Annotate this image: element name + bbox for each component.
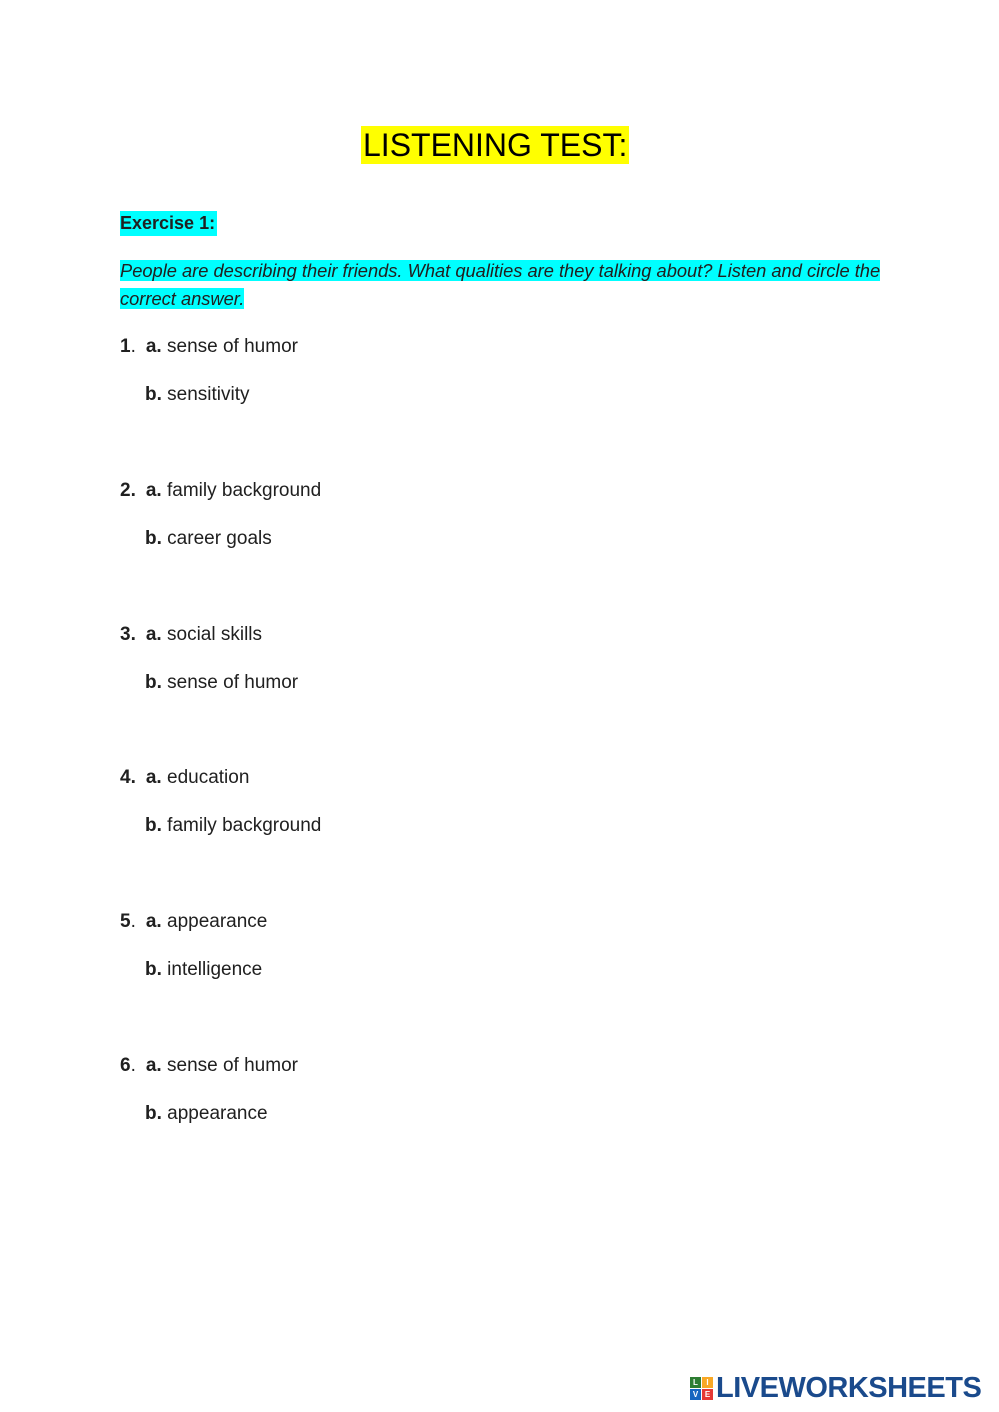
question-number: 3. [120, 624, 136, 645]
option-letter: a. [145, 624, 162, 645]
option-b[interactable] [120, 382, 720, 408]
option-b[interactable] [120, 813, 720, 839]
option-letter: a. [145, 767, 162, 788]
option-text: family background [167, 815, 322, 836]
option-text: education [167, 767, 250, 788]
option-a[interactable]: 5. a. appearance [120, 911, 268, 932]
option-letter: a. [145, 336, 162, 357]
option-letter: b. [145, 1103, 162, 1124]
option-b[interactable] [120, 1101, 720, 1127]
option-letter: b. [145, 528, 162, 549]
option-text: social skills [167, 624, 263, 645]
question-4 [120, 765, 720, 839]
question-1 [120, 334, 720, 408]
option-text: appearance [167, 911, 268, 932]
question-3 [120, 622, 720, 696]
option-a[interactable] [120, 622, 720, 648]
option-letter: b. [145, 815, 162, 836]
option-letter: b. [145, 384, 162, 405]
option-text: appearance [167, 1103, 268, 1124]
question-5 [120, 909, 720, 983]
question-number: 1 [120, 336, 131, 357]
logo-mark-letter: L [690, 1377, 701, 1388]
logo-text: LIVEWORKSHEETS [716, 1371, 982, 1404]
option-text: intelligence [167, 959, 263, 980]
option-text: sensitivity [167, 384, 250, 405]
option-b[interactable] [120, 526, 720, 552]
option-text: sense of humor [167, 336, 298, 357]
option-text: family background [167, 480, 322, 501]
option-a[interactable]: 1. a. sense of humor [120, 336, 298, 357]
question-2 [120, 478, 720, 552]
liveworksheets-logo [690, 1372, 981, 1404]
option-text: career goals [167, 528, 272, 549]
question-number: 4. [120, 767, 136, 788]
option-text: sense of humor [167, 672, 299, 693]
exercise-instructions [120, 257, 940, 313]
option-b[interactable] [120, 670, 720, 696]
question-number: 5 [120, 911, 131, 932]
logo-mark-letter: I [702, 1377, 713, 1388]
logo-mark-letter: E [702, 1389, 713, 1400]
logo-mark-icon [690, 1377, 713, 1400]
instructions-text: People are describing their friends. What qualities are they talking about? Listen and circle the correct answer. [120, 260, 881, 309]
option-text: sense of humor [167, 1055, 298, 1076]
option-letter: b. [145, 959, 162, 980]
option-a[interactable] [120, 478, 720, 504]
option-b[interactable] [120, 957, 720, 983]
option-letter: a. [145, 1055, 162, 1076]
page-title: LISTENING TEST: [363, 127, 628, 163]
option-letter: a. [145, 911, 162, 932]
question-6 [120, 1053, 720, 1127]
question-number: 6 [120, 1055, 131, 1076]
option-letter: b. [145, 672, 162, 693]
logo-mark-letter: V [690, 1389, 701, 1400]
option-a[interactable]: 6. a. sense of humor [120, 1055, 298, 1076]
exercise-heading: Exercise 1: [120, 211, 217, 236]
option-a[interactable] [120, 765, 720, 791]
option-letter: a. [145, 480, 162, 501]
question-number: 2. [120, 480, 136, 501]
